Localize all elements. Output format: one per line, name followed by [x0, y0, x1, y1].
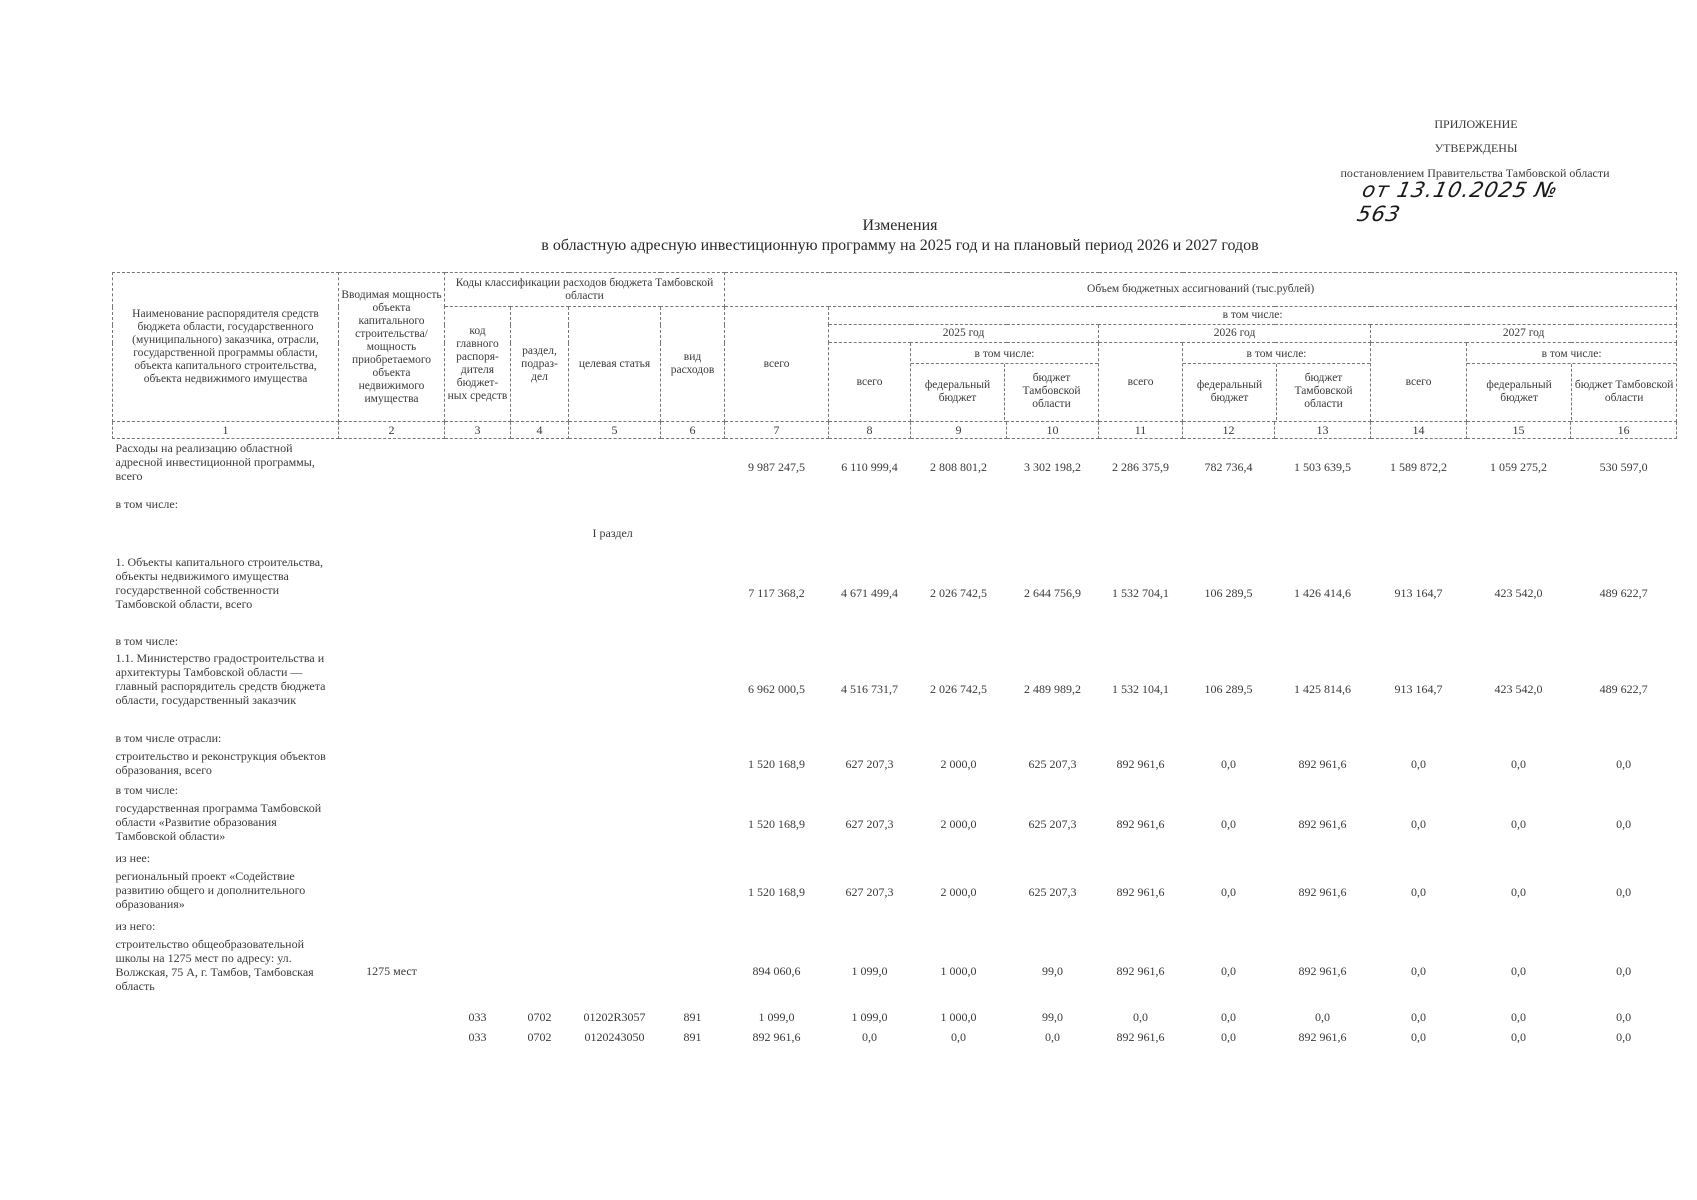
row-value: 9 987 247,5: [748, 459, 806, 474]
header-code-article: целевая статья: [569, 307, 661, 422]
row-value: 0,0: [1411, 884, 1427, 899]
row-name: 1.1. Министерство градостроительства и архитектуры Тамбовской области — главный распорядитель средств бюджета области, государственный заказчик: [115, 650, 326, 707]
row-value: 0,0: [1511, 816, 1527, 831]
column-number: 4: [511, 422, 569, 439]
row-value: 0,0: [1315, 1009, 1331, 1024]
table-row: [113, 729, 1677, 747]
row-value: 489 622,7: [1599, 585, 1648, 600]
header-code-gr: код главного распоря-дителя бюджет-ных средств: [445, 307, 511, 422]
table-row: [113, 649, 1677, 729]
column-number: 16: [1571, 422, 1677, 439]
column-number: 5: [569, 422, 661, 439]
row-value: 0,0: [1133, 1009, 1149, 1024]
row-value: 2 644 756,9: [1024, 585, 1082, 600]
header-2025-including: [911, 343, 1099, 422]
row-value: 0,0: [1511, 963, 1527, 978]
column-numbers-row: [113, 422, 1677, 439]
row-caption: из него:: [115, 918, 156, 933]
row-value: 0,0: [862, 1029, 878, 1044]
row-code-gr: [445, 439, 511, 495]
handwritten-date-number: от 13.10.2025 № 563: [1354, 178, 1561, 226]
row-value: 106 289,5: [1204, 585, 1253, 600]
header-2027-federal: федеральный бюджет: [1467, 364, 1572, 420]
column-number: 6: [661, 422, 725, 439]
row-value: 4 671 499,4: [841, 585, 899, 600]
row-code-gr: [445, 649, 511, 729]
row-code-article: [569, 439, 661, 495]
row-value: 0,0: [1411, 1029, 1427, 1044]
row-capacity: [339, 553, 445, 633]
row-value: 1 099,0: [758, 1009, 795, 1024]
table-row: [113, 513, 1677, 553]
appendix-label: ПРИЛОЖЕНИЕ: [1434, 117, 1518, 131]
row-value: 1 520 168,9: [748, 884, 806, 899]
title-line-1: Изменения: [862, 217, 938, 234]
row-value: 0,0: [1616, 1009, 1632, 1024]
header-2027-including: [1467, 343, 1677, 422]
row-caption: из нее:: [115, 850, 151, 865]
row-value: 627 207,3: [845, 756, 894, 771]
header-including: в том числе:: [829, 307, 1677, 325]
header-year-2026: 2026 год: [1099, 325, 1371, 343]
investment-program-table: [112, 272, 1677, 1047]
header-2026-split: [1183, 364, 1370, 420]
row-capacity: [339, 649, 445, 729]
row-caption: в том числе отрасли:: [115, 730, 222, 745]
row-value: 0,0: [1411, 1009, 1427, 1024]
row-value: 892 961,6: [1298, 884, 1347, 899]
row-code-type: 891: [683, 1009, 702, 1024]
row-name: 1. Объекты капитального строительства, объекты недвижимого имущества государственной собственности Тамбовской области, всего: [115, 554, 324, 611]
row-value: 1 589 872,2: [1390, 459, 1448, 474]
row-name: региональный проект «Содействие развитию общего и дополнительного образования»: [115, 868, 306, 911]
row-code-type: [661, 935, 725, 1007]
header-2027-total: всего: [1371, 343, 1467, 422]
row-name: строительство общеобразовательной школы на 1275 мест по адресу: ул. Волжская, 75 А, г. Тамбов, Тамбовская область: [115, 936, 314, 993]
row-value: 423 542,0: [1494, 585, 1543, 600]
row-value: 1 426 414,6: [1294, 585, 1352, 600]
header-capacity: Вводимая мощность объекта капитального строительства/ мощность приобретаемого объекта недвижимого имущества: [339, 273, 445, 422]
row-value: 0,0: [1221, 816, 1237, 831]
row-value: 3 302 198,2: [1024, 459, 1082, 474]
row-code-article: [569, 553, 661, 633]
header-2025-federal: федеральный бюджет: [911, 364, 1005, 420]
row-value: 627 207,3: [845, 816, 894, 831]
table-row: [113, 799, 1677, 849]
row-code-section: [511, 867, 569, 917]
document-title: [450, 216, 1350, 256]
row-code-type: [661, 747, 725, 781]
table-row: [113, 935, 1677, 1007]
row-value: 0,0: [1616, 756, 1632, 771]
row-value: 892 961,6: [1116, 756, 1165, 771]
table-row: [113, 495, 1677, 513]
row-value: 0,0: [1511, 756, 1527, 771]
column-number: 1: [113, 422, 339, 439]
row-value: 625 207,3: [1028, 816, 1077, 831]
row-code-type: [661, 439, 725, 495]
table-row: [113, 439, 1677, 495]
header-code-section: раздел, подраз-дел: [511, 307, 569, 422]
row-value: 0,0: [1221, 1009, 1237, 1024]
row-name: Расходы на реализацию областной адресной инвестиционной программы, всего: [115, 441, 315, 483]
row-value: 0,0: [1411, 963, 1427, 978]
row-code-section: 0702: [527, 1009, 552, 1024]
row-code-section: [511, 747, 569, 781]
row-code-section: [511, 935, 569, 1007]
column-number: 10: [1007, 422, 1099, 439]
row-name: строительство и реконструкция объектов образования, всего: [115, 748, 326, 777]
row-value: 6 110 999,4: [841, 459, 898, 474]
row-value: 1 000,0: [940, 1009, 977, 1024]
row-code-article: [569, 649, 661, 729]
row-code-section: [511, 439, 569, 495]
header-2027-split: [1467, 364, 1676, 420]
header-2026-including: [1183, 343, 1371, 422]
table-row: [113, 867, 1677, 917]
row-value: 530 597,0: [1599, 459, 1648, 474]
row-value: 0,0: [1411, 756, 1427, 771]
row-caption: в том числе:: [115, 633, 179, 648]
row-value: 0,0: [1616, 884, 1632, 899]
row-value: 892 961,6: [1116, 816, 1165, 831]
row-capacity: 1275 мест: [366, 963, 417, 978]
row-value: 0,0: [1411, 816, 1427, 831]
row-value: 0,0: [1221, 963, 1237, 978]
header-code-type: вид расходов: [661, 307, 725, 422]
row-value: 7 117 368,2: [748, 585, 805, 600]
row-value: 0,0: [1616, 816, 1632, 831]
row-value: 625 207,3: [1028, 884, 1077, 899]
header-2026-including-label: в том числе:: [1183, 345, 1370, 364]
column-number: 2: [339, 422, 445, 439]
row-value: 894 060,6: [752, 963, 801, 978]
table-row: [113, 917, 1677, 935]
row-value: 0,0: [1221, 1029, 1237, 1044]
approved-label: УТВЕРЖДЕНЫ: [1434, 141, 1518, 155]
row-value: 1 059 275,2: [1490, 459, 1548, 474]
row-value: 0,0: [1045, 1029, 1061, 1044]
row-value: 489 622,7: [1599, 681, 1648, 696]
row-capacity: [339, 747, 445, 781]
column-number: 8: [829, 422, 911, 439]
row-code-section: [511, 799, 569, 849]
header-codes-group: Коды классификации расходов бюджета Тамбовской области: [445, 273, 725, 307]
row-value: 0,0: [1221, 756, 1237, 771]
row-value: 99,0: [1042, 1009, 1064, 1024]
header-name: Наименование распорядителя средств бюджета области, государственного (муниципального) заказчика, отрасли, государственной программы области, объекта капитального строительства, объекта недвижимого имущества: [113, 273, 339, 422]
row-value: 892 961,6: [1298, 756, 1347, 771]
row-name: [113, 1027, 339, 1047]
row-value: 423 542,0: [1494, 681, 1543, 696]
row-code-gr: [445, 867, 511, 917]
header-year-2027: 2027 год: [1371, 325, 1677, 343]
row-value: 2 489 989,2: [1024, 681, 1082, 696]
column-number: 11: [1099, 422, 1183, 439]
row-value: 0,0: [1511, 1009, 1527, 1024]
row-value: 1 532 704,1: [1112, 585, 1170, 600]
row-value: 1 000,0: [940, 963, 977, 978]
header-total: всего: [725, 307, 829, 422]
row-value: 1 099,0: [851, 1009, 888, 1024]
header-year-2025: 2025 год: [829, 325, 1099, 343]
table-row: [113, 781, 1677, 799]
header-volume-group: Объем бюджетных ассигнований (тыс.рублей): [725, 273, 1677, 307]
header-2025-split: [911, 364, 1098, 420]
row-capacity: [339, 1027, 445, 1047]
row-value: 1 532 104,1: [1112, 681, 1170, 696]
row-code-gr: [445, 935, 511, 1007]
table-row: [113, 849, 1677, 867]
table-row: [113, 1027, 1677, 1047]
column-number: 9: [911, 422, 1007, 439]
row-code-type: [661, 799, 725, 849]
row-value: 892 961,6: [1298, 963, 1347, 978]
row-value: 1 520 168,9: [748, 756, 806, 771]
row-value: 913 164,7: [1394, 681, 1443, 696]
header-2026-regional: бюджет Тамбовской области: [1294, 372, 1353, 410]
row-value: 2 026 742,5: [930, 681, 988, 696]
row-code-gr: [445, 799, 511, 849]
row-value: 1 520 168,9: [748, 816, 806, 831]
row-name: государственная программа Тамбовской области «Развитие образования Тамбовской области»: [115, 800, 322, 843]
row-value: 0,0: [1511, 884, 1527, 899]
row-code-article: [569, 867, 661, 917]
row-value: 2 000,0: [940, 816, 977, 831]
row-value: 4 516 731,7: [841, 681, 899, 696]
row-value: 625 207,3: [1028, 756, 1077, 771]
table-row: [113, 553, 1677, 633]
row-value: 1 503 639,5: [1294, 459, 1352, 474]
column-number: 12: [1183, 422, 1275, 439]
header-2025-total: всего: [829, 343, 911, 422]
row-value: 892 961,6: [1116, 963, 1165, 978]
row-value: 0,0: [951, 1029, 967, 1044]
row-value: 2 000,0: [940, 884, 977, 899]
header-2026-total: всего: [1099, 343, 1183, 422]
resolution-label: постановлением Правительства Тамбовской области: [1340, 166, 1610, 180]
row-code-section: [511, 649, 569, 729]
row-value: 782 736,4: [1204, 459, 1253, 474]
row-value: 892 961,6: [1116, 884, 1165, 899]
row-code-type: 891: [683, 1029, 702, 1044]
row-value: 0,0: [1511, 1029, 1527, 1044]
row-capacity: [339, 867, 445, 917]
row-code-gr: [445, 553, 511, 633]
title-line-2: в областную адресную инвестиционную программу на 2025 год и на плановый период 2026 и 2027 годов: [541, 237, 1259, 254]
row-code-article: [569, 747, 661, 781]
row-value: 892 961,6: [1116, 1029, 1165, 1044]
row-name: [113, 1007, 339, 1027]
row-code-gr: 033: [468, 1009, 487, 1024]
row-code-type: [661, 867, 725, 917]
row-code-article: 01202R3057: [583, 1009, 646, 1024]
row-value: 892 961,6: [1298, 1029, 1347, 1044]
row-value: 1 099,0: [851, 963, 888, 978]
row-caption: в том числе:: [115, 496, 179, 511]
row-value: 913 164,7: [1394, 585, 1443, 600]
row-value: 892 961,6: [752, 1029, 801, 1044]
row-value: 627 207,3: [845, 884, 894, 899]
row-value: 0,0: [1616, 1029, 1632, 1044]
row-code-article: [569, 935, 661, 1007]
row-value: 0,0: [1616, 963, 1632, 978]
row-code-section: [511, 553, 569, 633]
row-value: 892 961,6: [1298, 816, 1347, 831]
header-2025-regional: бюджет Тамбовской области: [1022, 372, 1081, 410]
row-value: 2 286 375,9: [1112, 459, 1170, 474]
row-value: 2 000,0: [940, 756, 977, 771]
row-value: 2 026 742,5: [930, 585, 988, 600]
row-code-gr: [445, 747, 511, 781]
column-number: 13: [1275, 422, 1371, 439]
section-label: I раздел: [592, 525, 633, 540]
table-row: [113, 747, 1677, 781]
row-value: 0,0: [1221, 884, 1237, 899]
row-capacity: [339, 799, 445, 849]
row-code-article: 0120243050: [584, 1029, 645, 1044]
table-header: [113, 273, 1677, 439]
column-number: 3: [445, 422, 511, 439]
row-code-type: [661, 553, 725, 633]
header-2027-regional: бюджет Тамбовской области: [1574, 378, 1674, 404]
row-value: 6 962 000,5: [748, 681, 806, 696]
row-code-type: [661, 649, 725, 729]
column-number: 14: [1371, 422, 1467, 439]
header-2027-including-label: в том числе:: [1467, 345, 1676, 364]
row-caption: в том числе:: [115, 782, 179, 797]
table-row: [113, 633, 1677, 649]
table-row: [113, 1007, 1677, 1027]
row-code-article: [569, 799, 661, 849]
header-2025-including-label: в том числе:: [911, 345, 1098, 364]
table-body: [113, 439, 1677, 1047]
row-value: 99,0: [1042, 963, 1064, 978]
row-code-gr: 033: [468, 1029, 487, 1044]
row-capacity: [339, 439, 445, 495]
row-code-section: 0702: [527, 1029, 552, 1044]
row-value: 1 425 814,6: [1294, 681, 1352, 696]
row-value: 106 289,5: [1204, 681, 1253, 696]
row-capacity: [339, 1007, 445, 1027]
column-number: 7: [725, 422, 829, 439]
row-value: 2 808 801,2: [930, 459, 988, 474]
header-2026-federal: федеральный бюджет: [1183, 364, 1277, 420]
column-number: 15: [1467, 422, 1571, 439]
